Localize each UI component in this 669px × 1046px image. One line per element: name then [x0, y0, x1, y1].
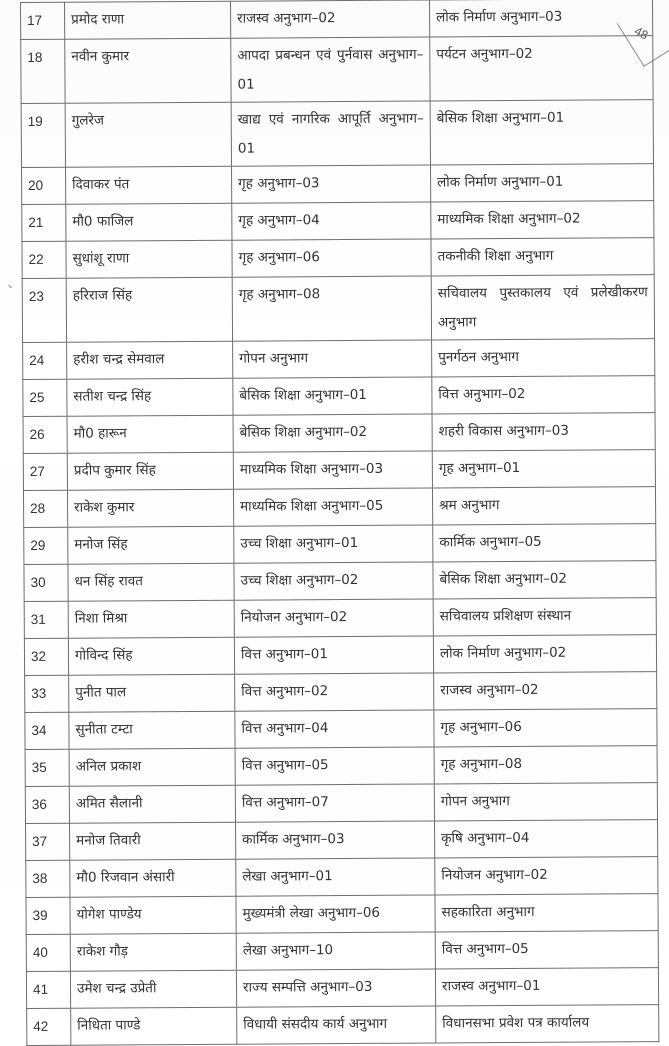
- new-section: सचिवालय प्रशिक्षण संस्थान: [433, 598, 656, 636]
- employee-name: मनोज तिवारी: [70, 822, 236, 860]
- new-section: गृह अनुभाग–01: [432, 450, 655, 488]
- current-section: माध्यमिक शिक्षा अनुभाग–03: [233, 451, 432, 489]
- serial-number: 36: [25, 786, 69, 823]
- current-section: उच्च शिक्षा अनुभाग–02: [234, 562, 433, 600]
- table-row: [24, 598, 656, 639]
- serial-number: 41: [26, 971, 70, 1008]
- serial-number: 32: [24, 638, 68, 675]
- employee-name: धन सिंह रावत: [68, 563, 234, 601]
- current-section: वित्त अनुभाग–04: [235, 710, 434, 748]
- new-section: लोक निर्माण अनुभाग–01: [431, 164, 654, 202]
- serial-number: 26: [23, 416, 67, 453]
- employee-name: निधिता पाण्डे: [71, 1007, 237, 1045]
- current-section: कार्मिक अनुभाग–03: [236, 821, 435, 859]
- table-row: [26, 894, 658, 935]
- employee-name: सुधांशू राणा: [66, 240, 232, 278]
- new-section: वित्त अनुभाग–02: [432, 376, 655, 414]
- current-section: बेसिक शिक्षा अनुभाग–02: [233, 414, 432, 452]
- table-row: [22, 201, 654, 242]
- table-row: [25, 709, 657, 750]
- table-row: [21, 100, 653, 168]
- employee-name: दिवाकर पंत: [66, 166, 232, 204]
- table-row: [25, 746, 657, 787]
- current-section: बेसिक शिक्षा अनुभाग–01: [233, 377, 432, 415]
- new-section: गोपन अनुभाग: [434, 783, 657, 821]
- new-section: लोक निर्माण अनुभाग–02: [433, 635, 656, 673]
- new-section: पर्यटन अनुभाग–02: [430, 36, 653, 101]
- new-section: राजस्व अनुभाग–01: [435, 968, 658, 1006]
- new-section: लोक निर्माण अनुभाग–03: [429, 0, 652, 37]
- new-section: सचिवालय पुस्तकालय एवं प्रलेखीकरण अनुभाग: [431, 275, 654, 340]
- serial-number: 21: [22, 204, 66, 241]
- current-section: वित्त अनुभाग–07: [235, 784, 434, 822]
- current-section: माध्यमिक शिक्षा अनुभाग–05: [233, 488, 432, 526]
- serial-number: 17: [21, 2, 65, 39]
- new-section: नियोजन अनुभाग–02: [435, 857, 658, 895]
- new-section: माध्यमिक शिक्षा अनुभाग–02: [431, 201, 654, 239]
- serial-number: 25: [23, 379, 67, 416]
- new-section: श्रम अनुभाग: [432, 487, 655, 525]
- current-section: वित्त अनुभाग–01: [234, 636, 433, 674]
- employee-name: योगेश पाण्डेय: [70, 896, 236, 934]
- table-row: [24, 561, 656, 602]
- new-section: पुनर्गठन अनुभाग: [432, 339, 655, 377]
- employee-name: उमेश चन्द्र उप्रेती: [70, 970, 236, 1008]
- current-section: मुख्यमंत्री लेखा अनुभाग–06: [236, 895, 435, 933]
- new-section: वित्त अनुभाग–05: [435, 931, 658, 969]
- serial-number: 40: [26, 934, 70, 971]
- page-number: 48: [632, 23, 651, 43]
- employee-name: सतीश चन्द्र सिंह: [67, 378, 233, 416]
- serial-number: 28: [23, 490, 67, 527]
- new-section: बेसिक शिक्षा अनुभाग–02: [433, 561, 656, 599]
- current-section: उच्च शिक्षा अनुभाग–01: [234, 525, 433, 563]
- employee-name: प्रमोद राणा: [65, 1, 231, 39]
- employee-name: मनोज सिंह: [68, 526, 234, 564]
- employee-name: निशा मिश्रा: [68, 600, 234, 638]
- serial-number: 24: [23, 342, 67, 379]
- new-section: तकनीकी शिक्षा अनुभाग: [431, 238, 654, 276]
- table-row: [26, 931, 658, 972]
- new-section: शहरी विकास अनुभाग–03: [432, 413, 655, 451]
- current-section: लेखा अनुभाग–10: [236, 932, 435, 970]
- table-row: [24, 524, 656, 565]
- current-section: गृह अनुभाग–04: [232, 202, 431, 240]
- current-section: गृह अनुभाग–03: [232, 165, 431, 203]
- current-section: खाद्य एवं नागरिक आपूर्ति अनुभाग–01: [231, 101, 430, 166]
- new-section: गृह अनुभाग–08: [434, 746, 657, 784]
- serial-number: 19: [21, 103, 65, 167]
- table-row: [23, 450, 655, 491]
- serial-number: 23: [22, 278, 66, 342]
- serial-number: 22: [22, 241, 66, 278]
- new-section: सहकारिता अनुभाग: [435, 894, 658, 932]
- table-row: [27, 1005, 659, 1046]
- employee-name: अनिल प्रकाश: [69, 748, 235, 786]
- new-section: कार्मिक अनुभाग–05: [433, 524, 656, 562]
- serial-number: 31: [24, 601, 68, 638]
- current-section: राजस्व अनुभाग–02: [230, 0, 429, 38]
- employee-name: गुलरेज: [65, 102, 231, 167]
- employee-name: हरिराज सिंह: [66, 277, 232, 342]
- serial-number: 27: [23, 453, 67, 490]
- transfer-table: [20, 0, 659, 1046]
- stray-mark: [8, 285, 12, 289]
- employee-name: गोविन्द सिंह: [68, 637, 234, 675]
- serial-number: 42: [27, 1008, 71, 1045]
- current-section: विधायी संसदीय कार्य अनुभाग: [237, 1006, 436, 1044]
- new-section: कृषि अनुभाग–04: [435, 820, 658, 858]
- employee-name: मौ0 फाजिल: [66, 203, 232, 241]
- employee-name: सुनीता टम्टा: [69, 711, 235, 749]
- serial-number: 35: [25, 749, 69, 786]
- new-section: बेसिक शिक्षा अनुभाग–01: [430, 100, 653, 165]
- table-row: [22, 238, 654, 279]
- table-row: [23, 413, 655, 454]
- employee-name: पुनीत पाल: [69, 674, 235, 712]
- current-section: राज्य सम्पत्ति अनुभाग–03: [236, 969, 435, 1007]
- table-row: [23, 487, 655, 528]
- current-section: नियोजन अनुभाग–02: [234, 599, 433, 637]
- serial-number: 20: [22, 167, 66, 204]
- employee-name: राकेश कुमार: [67, 489, 233, 527]
- employee-name: मौ0 हारून: [67, 415, 233, 453]
- table-row: [22, 164, 654, 205]
- table-row: [22, 275, 654, 343]
- current-section: गोपन अनुभाग: [233, 340, 432, 378]
- table-row: [21, 0, 653, 39]
- table-row: [25, 783, 657, 824]
- current-section: आपदा प्रबन्धन एवं पुर्नवास अनुभाग–01: [231, 37, 430, 102]
- serial-number: 30: [24, 564, 68, 601]
- serial-number: 33: [25, 675, 69, 712]
- current-section: वित्त अनुभाग–05: [235, 747, 434, 785]
- serial-number: 39: [26, 897, 70, 934]
- serial-number: 34: [25, 712, 69, 749]
- employee-name: प्रदीप कुमार सिंह: [67, 452, 233, 490]
- table-row: [25, 672, 657, 713]
- serial-number: 38: [26, 860, 70, 897]
- current-section: वित्त अनुभाग–02: [235, 673, 434, 711]
- table-row: [23, 376, 655, 417]
- serial-number: 29: [24, 527, 68, 564]
- current-section: लेखा अनुभाग–01: [236, 858, 435, 896]
- current-section: गृह अनुभाग–08: [232, 276, 431, 341]
- table-row: [26, 857, 658, 898]
- table-row: [24, 635, 656, 676]
- table-row: [23, 339, 655, 380]
- employee-name: राकेश गौड़: [70, 933, 236, 971]
- current-section: गृह अनुभाग–06: [232, 239, 431, 277]
- employee-name: नवीन कुमार: [65, 38, 231, 103]
- serial-number: 18: [21, 39, 65, 103]
- new-section: गृह अनुभाग–06: [434, 709, 657, 747]
- table-row: [26, 968, 658, 1009]
- table-row: [26, 820, 658, 861]
- employee-name: हरीश चन्द्र सेमवाल: [67, 341, 233, 379]
- new-section: विधानसभा प्रवेश पत्र कार्यालय: [436, 1005, 659, 1043]
- new-section: राजस्व अनुभाग–02: [434, 672, 657, 710]
- employee-name: अमित सैलानी: [69, 785, 235, 823]
- employee-name: मौ0 रिजवान अंसारी: [70, 859, 236, 897]
- serial-number: 37: [26, 823, 70, 860]
- table-row: [21, 36, 653, 104]
